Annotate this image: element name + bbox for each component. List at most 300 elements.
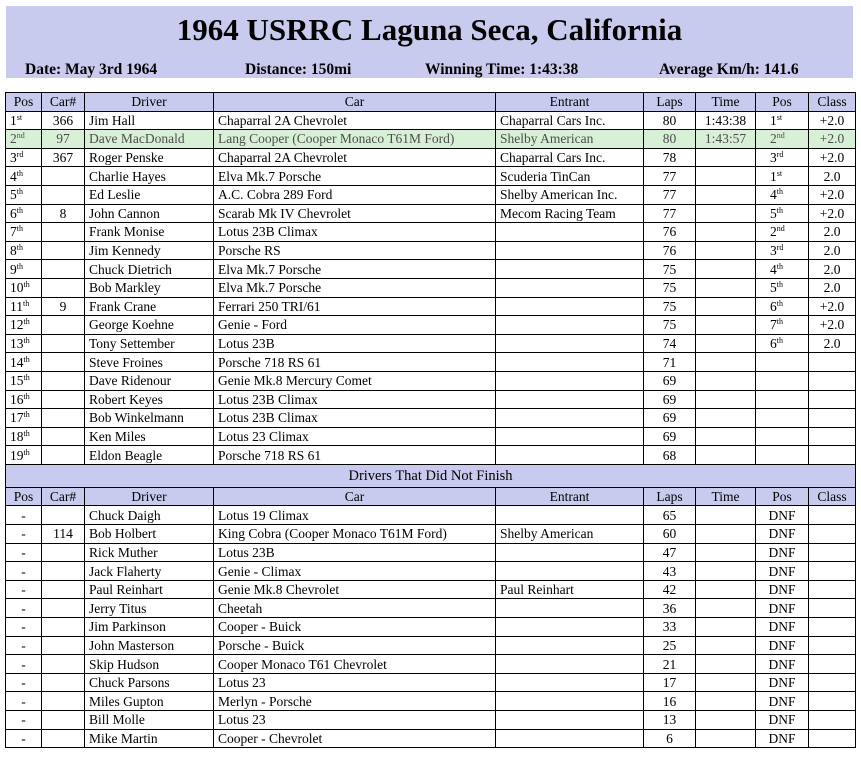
dnf-row [6,506,856,525]
car-cell [214,278,496,297]
time-cell [696,130,756,149]
dnf-position-cell [6,580,42,599]
dnf-car-cell-text: Cooper - Buick [218,619,302,635]
laps-cell-text: 69 [662,410,677,426]
position-cell [6,260,42,279]
laps-cell [644,130,696,149]
dnf-time-cell [696,599,756,618]
position-cell-text: 10 [10,280,24,296]
dnf-car-cell [214,562,496,581]
dnf-laps-cell-text: 33 [662,619,677,635]
position-cell [6,241,42,260]
dnf-row [6,599,856,618]
class-position-cell-text: 2 [770,131,777,147]
entrant-cell [496,130,644,149]
class-position-cell-suffix: rd [776,243,784,253]
car-cell [214,371,496,390]
dnf-entrant-cell [496,618,644,637]
class-cell [809,167,856,186]
dnf-driver-cell [85,692,214,711]
position-cell [6,185,42,204]
driver-cell-text: Robert Keyes [89,391,163,407]
driver-cell [85,427,214,446]
dnf-driver-cell [85,599,214,618]
dnf-position-cell-text: - [21,582,26,598]
dnf-col-header-entrant: Entrant [496,487,644,506]
driver-cell-text: Jim Hall [89,112,136,128]
class-cell [809,390,856,409]
dnf-driver-cell-text: Paul Reinhart [89,582,163,598]
dnf-car-number-cell [42,506,85,525]
dnf-entrant-cell [496,673,644,692]
result-row [6,334,856,353]
car-number-cell [42,409,85,428]
position-cell-text: 17 [10,410,24,426]
position-cell-text: 9 [10,261,17,277]
driver-cell-text: Dave MacDonald [89,131,185,147]
laps-cell-text: 68 [662,447,677,463]
dnf-laps-cell [644,636,696,655]
class-cell [809,427,856,446]
class-cell-text: 2.0 [823,168,841,184]
dnf-driver-cell [85,618,214,637]
driver-cell [85,130,214,149]
position-cell [6,371,42,390]
car-cell-text: Genie - Ford [218,317,287,333]
dnf-car-number-cell [42,692,85,711]
car-cell-text: Porsche RS [218,243,281,259]
dnf-status-cell [756,729,809,748]
class-position-cell [756,316,809,335]
dnf-class-cell [809,543,856,562]
result-row [6,316,856,335]
time-cell [696,278,756,297]
dnf-status-cell-text: DNF [768,693,796,709]
car-cell-text: Chaparral 2A Chevrolet [218,150,347,166]
dnf-status-cell-text: DNF [768,730,796,746]
dnf-class-cell [809,599,856,618]
laps-cell [644,260,696,279]
time-cell [696,353,756,372]
position-cell [6,278,42,297]
class-position-cell-suffix: th [776,261,783,271]
laps-cell [644,353,696,372]
dnf-driver-cell [85,562,214,581]
laps-cell [644,427,696,446]
results-header-row [6,93,856,112]
dnf-laps-cell-text: 6 [666,730,673,746]
position-cell-text: 6 [10,205,17,221]
dnf-status-cell [756,525,809,544]
laps-cell [644,185,696,204]
dnf-car-number-cell [42,636,85,655]
car-number-cell [42,446,85,465]
driver-cell-text: Tony Settember [89,336,175,352]
position-cell [6,111,42,130]
car-number-cell [42,223,85,242]
dnf-class-cell [809,729,856,748]
dnf-driver-cell [85,506,214,525]
dnf-row [6,711,856,730]
dnf-position-cell-text: - [21,600,26,616]
driver-cell [85,185,214,204]
position-cell-text: 19 [10,447,24,463]
entrant-cell [496,167,644,186]
time-cell-text: 1:43:38 [704,112,747,128]
class-position-cell-suffix: nd [776,131,785,141]
class-position-cell [756,446,809,465]
dnf-car-cell-text: King Cobra (Cooper Monaco T61M Ford) [218,526,447,542]
time-cell [696,204,756,223]
dnf-position-cell-text: - [21,675,26,691]
driver-cell-text: Bob Markley [89,280,161,296]
class-position-cell-suffix: nd [776,224,785,234]
driver-cell [85,409,214,428]
car-number-cell [42,390,85,409]
class-cell [809,371,856,390]
time-cell [696,427,756,446]
position-cell-suffix: th [23,280,30,290]
dnf-header-row [6,487,856,506]
laps-cell [644,167,696,186]
class-cell-text: +2.0 [819,187,845,203]
dnf-entrant-cell [496,506,644,525]
dnf-car-cell [214,618,496,637]
dnf-entrant-cell-text: Paul Reinhart [500,582,574,598]
class-cell [809,148,856,167]
time-cell [696,334,756,353]
driver-cell [85,334,214,353]
car-number-cell [42,130,85,149]
laps-cell [644,223,696,242]
car-cell [214,427,496,446]
time-cell [696,111,756,130]
col-header-time: Time [696,93,756,112]
dnf-row [6,692,856,711]
class-position-cell [756,185,809,204]
car-number-cell [42,148,85,167]
dnf-driver-cell [85,655,214,674]
car-cell [214,130,496,149]
class-position-cell-text: 2 [770,224,777,240]
entrant-cell [496,353,644,372]
dnf-position-cell [6,543,42,562]
dnf-laps-cell-text: 25 [662,637,677,653]
entrant-cell-text: Chaparral Cars Inc. [500,150,606,166]
result-row [6,204,856,223]
dnf-row [6,673,856,692]
driver-cell [85,316,214,335]
laps-cell [644,409,696,428]
dnf-laps-cell-text: 17 [662,675,677,691]
driver-cell-text: Ken Miles [89,428,146,444]
class-cell [809,130,856,149]
driver-cell [85,223,214,242]
car-cell-text: Chaparral 2A Chevrolet [218,112,347,128]
position-cell-text: 13 [10,336,24,352]
dnf-position-cell [6,673,42,692]
car-number-cell [42,427,85,446]
dnf-laps-cell [644,655,696,674]
dnf-laps-cell [644,543,696,562]
position-cell-suffix: th [23,373,30,383]
result-row [6,185,856,204]
dnf-status-cell-text: DNF [768,600,796,616]
dnf-car-cell [214,711,496,730]
dnf-laps-cell [644,618,696,637]
dnf-col-header-class: Class [809,487,856,506]
car-number-cell-text: 366 [52,112,74,128]
page-title: 1964 USRRC Laguna Seca, California [176,12,683,47]
dnf-driver-cell [85,729,214,748]
class-position-cell-text: 6 [770,298,777,314]
position-cell [6,167,42,186]
class-position-cell [756,371,809,390]
dnf-laps-cell-text: 21 [662,656,677,672]
driver-cell-text: Bob Winkelmann [89,410,184,426]
driver-cell [85,241,214,260]
dnf-entrant-cell [496,692,644,711]
dnf-status-cell [756,692,809,711]
dnf-car-number-cell-text: 114 [53,526,73,542]
time-cell [696,185,756,204]
dnf-col-header-pos: Pos [6,487,42,506]
dnf-car-number-cell [42,543,85,562]
car-number-cell [42,297,85,316]
laps-cell-text: 77 [662,205,677,221]
dnf-position-cell-text: - [21,712,26,728]
position-cell-text: 5 [10,187,17,203]
dnf-car-number-cell [42,580,85,599]
car-number-cell-text: 9 [59,298,67,314]
class-position-cell [756,204,809,223]
driver-cell [85,111,214,130]
position-cell [6,390,42,409]
entrant-cell-text: Scuderia TinCan [500,168,591,184]
class-position-cell-text: 1 [770,112,777,128]
car-cell-text: Lotus 23B Climax [218,410,318,426]
class-position-cell [756,278,809,297]
dnf-entrant-cell [496,543,644,562]
class-position-cell [756,409,809,428]
class-position-cell-text: 7 [770,317,777,333]
class-cell-text: +2.0 [819,112,845,128]
position-cell-suffix: th [16,224,23,234]
car-cell-text: Porsche 718 RS 61 [218,354,322,370]
car-cell-text: Genie Mk.8 Mercury Comet [218,373,372,389]
laps-cell [644,111,696,130]
position-cell [6,446,42,465]
class-position-cell-suffix: rd [776,150,784,160]
dnf-time-cell [696,729,756,748]
car-cell [214,185,496,204]
position-cell-suffix: th [16,187,23,197]
driver-cell [85,371,214,390]
entrant-cell [496,427,644,446]
dnf-position-cell [6,711,42,730]
class-position-cell-text: 5 [770,280,777,296]
car-cell [214,390,496,409]
dnf-status-cell-text: DNF [768,582,796,598]
class-cell [809,241,856,260]
laps-cell-text: 75 [662,261,677,277]
dnf-driver-cell-text: Bob Holbert [89,526,157,542]
time-cell [696,223,756,242]
header-banner [6,6,853,78]
dnf-status-cell [756,673,809,692]
class-position-cell [756,223,809,242]
dnf-row [6,636,856,655]
dnf-time-cell [696,711,756,730]
dnf-time-cell [696,655,756,674]
car-cell-text: Porsche 718 RS 61 [218,447,322,463]
time-cell [696,316,756,335]
position-cell-text: 15 [10,373,24,389]
dnf-time-cell [696,506,756,525]
dnf-row [6,580,856,599]
dnf-driver-cell [85,636,214,655]
dnf-status-cell [756,599,809,618]
car-cell [214,148,496,167]
dnf-row [6,618,856,637]
dnf-laps-cell [644,580,696,599]
car-number-cell [42,241,85,260]
dnf-car-cell [214,636,496,655]
laps-cell-text: 69 [662,373,677,389]
dnf-status-cell-text: DNF [768,675,796,691]
dnf-position-cell-text: - [21,637,26,653]
driver-cell-text: Steve Froines [89,354,163,370]
class-position-cell-suffix: st [776,168,783,178]
entrant-cell [496,390,644,409]
dnf-laps-cell [644,711,696,730]
dnf-driver-cell [85,543,214,562]
class-cell [809,316,856,335]
dnf-time-cell [696,618,756,637]
dnf-car-cell [214,543,496,562]
col-header-entrant: Entrant [496,93,644,112]
dnf-entrant-cell [496,599,644,618]
time-cell [696,241,756,260]
entrant-cell [496,111,644,130]
position-cell-suffix: st [16,112,23,122]
class-position-cell-text: 3 [770,243,777,259]
entrant-cell-text: Shelby American Inc. [500,187,618,203]
driver-cell [85,167,214,186]
driver-cell-text: George Koehne [89,317,174,333]
driver-cell [85,204,214,223]
laps-cell-text: 69 [662,391,677,407]
class-position-cell [756,130,809,149]
dnf-class-cell [809,711,856,730]
driver-cell-text: Frank Monise [89,224,165,240]
car-number-cell [42,185,85,204]
laps-cell [644,241,696,260]
class-cell-text: 2.0 [823,336,841,352]
entrant-cell [496,260,644,279]
time-cell [696,148,756,167]
dnf-time-cell [696,562,756,581]
dnf-laps-cell [644,562,696,581]
laps-cell [644,316,696,335]
class-position-cell [756,148,809,167]
laps-cell-text: 71 [662,354,677,370]
class-cell [809,353,856,372]
car-cell [214,204,496,223]
dnf-car-cell [214,692,496,711]
class-cell [809,185,856,204]
time-cell [696,446,756,465]
dnf-status-cell-text: DNF [768,619,796,635]
position-cell-suffix: th [23,428,30,438]
car-cell [214,111,496,130]
dnf-entrant-cell [496,636,644,655]
driver-cell-text: Ed Leslie [89,187,141,203]
col-header-pos: Pos [6,93,42,112]
dnf-car-cell-text: Genie - Climax [218,563,302,579]
position-cell-text: 14 [10,354,24,370]
class-cell [809,204,856,223]
dnf-car-cell [214,580,496,599]
class-cell-text: 2.0 [823,261,841,277]
driver-cell [85,278,214,297]
position-cell [6,334,42,353]
car-cell [214,353,496,372]
laps-cell-text: 77 [662,187,677,203]
entrant-cell-text: Shelby American [500,131,594,147]
result-row [6,297,856,316]
car-cell-text: Lotus 23 Climax [218,428,309,444]
dnf-car-number-cell [42,562,85,581]
dnf-row [6,525,856,544]
position-cell-text: 7 [10,224,17,240]
laps-cell [644,390,696,409]
time-cell-text: 1:43:57 [704,131,747,147]
time-cell [696,167,756,186]
dnf-time-cell [696,673,756,692]
position-cell-suffix: th [23,298,30,308]
car-cell-text: Elva Mk.7 Porsche [218,261,322,277]
dnf-car-cell-text: Cheetah [218,600,263,616]
class-position-cell-suffix: th [776,205,783,215]
car-cell [214,446,496,465]
dnf-position-cell [6,618,42,637]
entrant-cell-text: Chaparral Cars Inc. [500,112,606,128]
car-number-cell [42,111,85,130]
dnf-body [6,506,856,748]
dnf-row [6,655,856,674]
dnf-class-cell [809,692,856,711]
dnf-laps-cell-text: 43 [662,563,677,579]
dnf-status-cell-text: DNF [768,712,796,728]
car-number-cell-text: 97 [56,131,70,147]
car-number-cell-text: 8 [59,205,67,221]
dnf-driver-cell-text: John Masterson [89,637,175,653]
dnf-laps-cell [644,729,696,748]
class-position-cell-suffix: th [776,280,783,290]
class-position-cell-suffix: th [776,298,783,308]
class-cell-text: +2.0 [819,205,845,221]
entrant-cell-text: Mecom Racing Team [500,205,616,221]
dnf-driver-cell [85,580,214,599]
finishers-body [6,111,856,464]
position-cell [6,130,42,149]
driver-cell-text: Chuck Dietrich [89,261,172,277]
dnf-car-cell [214,525,496,544]
driver-cell-text: Roger Penske [89,150,164,166]
class-cell [809,297,856,316]
dnf-time-cell [696,692,756,711]
